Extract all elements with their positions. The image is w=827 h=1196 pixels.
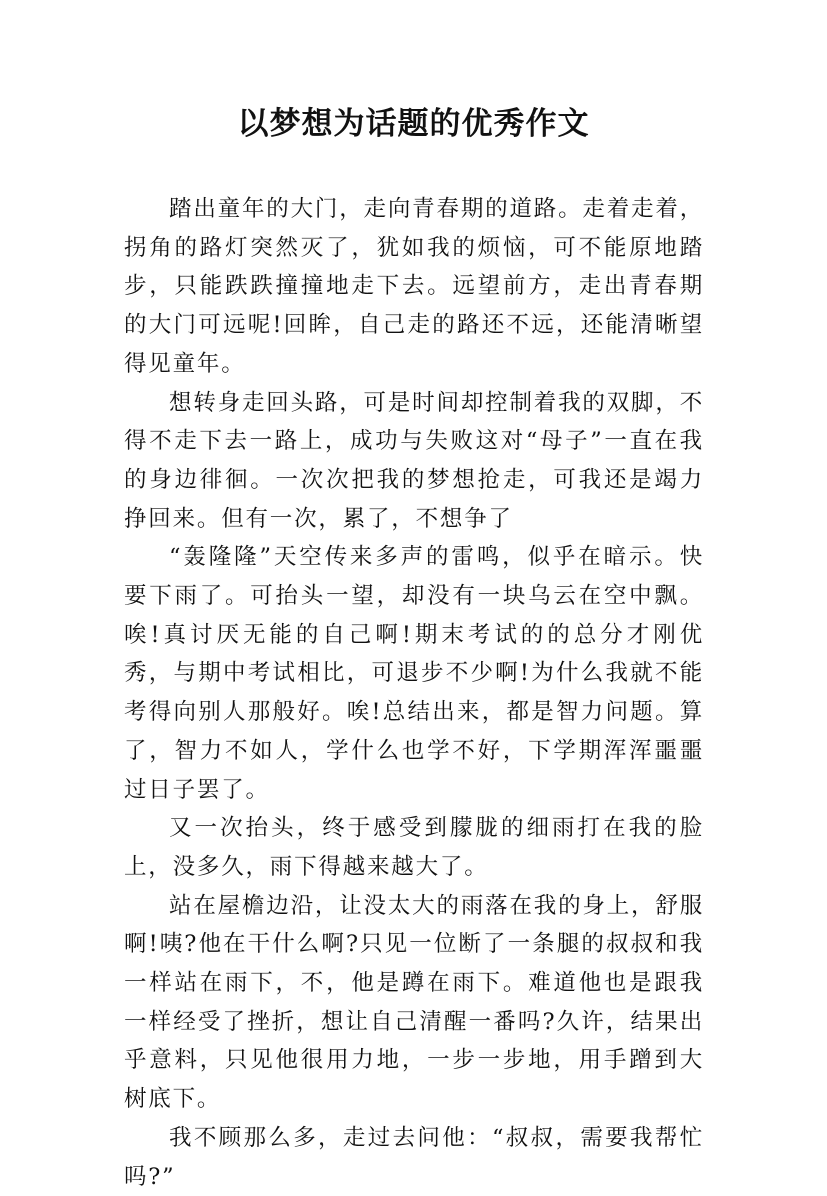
paragraph: 我不顾那么多，走过去问他：“叔叔，需要我帮忙吗?” [124,1124,704,1190]
paragraph: 踏出童年的大门，走向青春期的道路。走着走着，拐角的路灯突然灭了，犹如我的烦恼，可不能原地踏步，只能跌跌撞撞地走下去。远望前方，走出青春期的大门可远呢!回眸，自己走的路还不远，还能清晰望得见童年。 [124,196,704,377]
paragraph: 又一次抬头，终于感受到朦胧的细雨打在我的脸上，没多久，雨下得越来越大了。 [124,815,704,880]
document-body [124,190,704,1196]
paragraph: “轰隆隆”天空传来多声的雷鸣，似乎在暗示。快要下雨了。可抬头一望，却没有一块乌云在空中飘。唉!真讨厌无能的自己啊!期末考试的的总分才刚优秀，与期中考试相比，可退步不少啊!为什么我就不能考得向别人那般好。唉!总结出来，都是智力问题。算了，智力不如人，学什么也学不好，下学期浑浑噩噩过日子罢了。 [124,544,704,803]
document-title: 以梦想为话题的优秀作文 [237,106,590,142]
paragraph: 想转身走回头路，可是时间却控制着我的双脚，不得不走下去一路上，成功与失败这对“母子”一直在我的身边徘徊。一次次把我的梦想抢走，可我还是竭力挣回来。但有一次，累了，不想争了 [124,389,704,532]
paragraph: 站在屋檐边沿，让没太大的雨落在我的身上，舒服啊!咦?他在干什么啊?只见一位断了一条腿的叔叔和我一样站在雨下，不，他是蹲在雨下。难道他也是跟我一样经受了挫折，想让自己清醒一番吗?久许，结果出乎意料，只见他很用力地，一步一步地，用手蹭到大树底下。 [124,892,704,1113]
